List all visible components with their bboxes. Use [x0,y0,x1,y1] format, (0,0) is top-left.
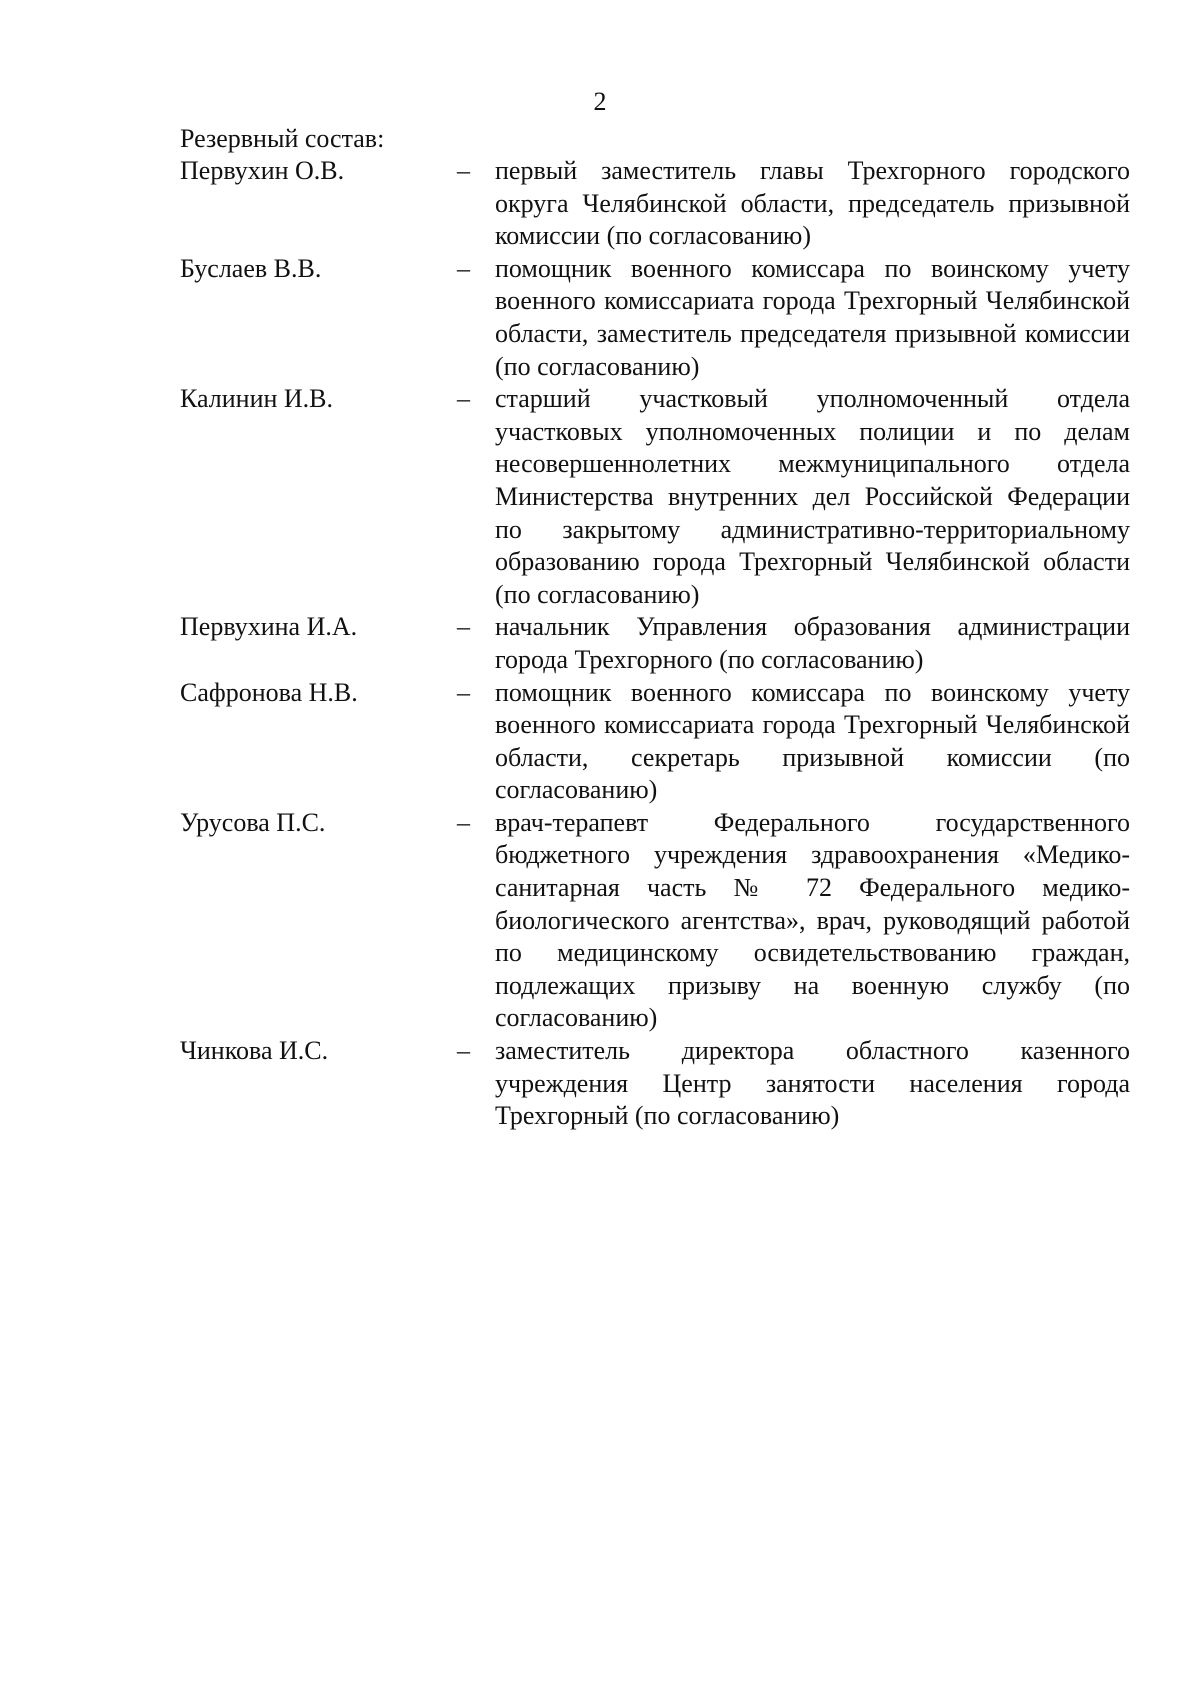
member-role: первый заместитель главы Трехгорного городского округа Челябинской области, председатель призывной комиссии (по согласованию) [495,156,1130,251]
dash-separator: – [457,677,470,707]
member-name: Урусова П.С. [180,807,326,837]
member-role: помощник военного комиссара по воинскому учету военного комиссариата города Трехгорный Челябинской области, заместитель председателя призывной комиссии (по согласованию) [495,253,1130,381]
section-title: Резервный состав: [180,124,385,153]
member-name: Калинин И.В. [180,384,334,414]
dash-separator: – [457,1036,470,1066]
member-role: заместитель директора областного казенного учреждения Центр занятости населения города Трехгорный (по согласованию) [495,1036,1130,1131]
member-name: Буслаев В.В. [180,253,322,283]
member-row [180,807,1130,1035]
member-role: помощник военного комиссара по воинскому учету военного комиссариата города Трехгорный Челябинской области, секретарь призывной комиссии (по согласованию) [495,677,1130,805]
dash-separator: – [457,612,470,642]
member-role: врач-терапевт Федерального государственного бюджетного учреждения здравоохранения «Медико-санитарная часть № 72 Федерального медико-биологического агентства», врач, руководящий работой по медицинскому освидетельствованию граждан, подлежащих призыву на военную службу (по согласованию) [495,807,1130,1033]
member-name: Сафронова Н.В. [180,677,358,707]
dash-separator: – [457,253,470,283]
member-row [180,1035,1130,1133]
member-role: старший участковый уполномоченный отдела участковых уполномоченных полиции и по делам несовершеннолетних межмуниципального отдела Министерства внутренних дел Российской Федерации по закрытому административно-территориальному образованию города Трехгорный Челябинской области (по согласованию) [495,384,1130,609]
member-role: начальник Управления образования администрации города Трехгорного (по согласованию) [495,612,1130,674]
member-row [180,677,1130,807]
dash-separator: – [457,807,470,837]
member-row [180,155,1130,253]
member-name: Первухина И.А. [180,612,358,642]
dash-separator: – [457,384,470,414]
member-row [180,611,1130,676]
member-list [180,155,1130,1133]
member-row [180,253,1130,383]
dash-separator: – [457,156,470,185]
member-row [180,383,1130,611]
page-number: 2 [593,87,607,116]
member-name: Чинкова И.С. [180,1036,329,1066]
member-name: Первухин О.В. [180,156,345,185]
